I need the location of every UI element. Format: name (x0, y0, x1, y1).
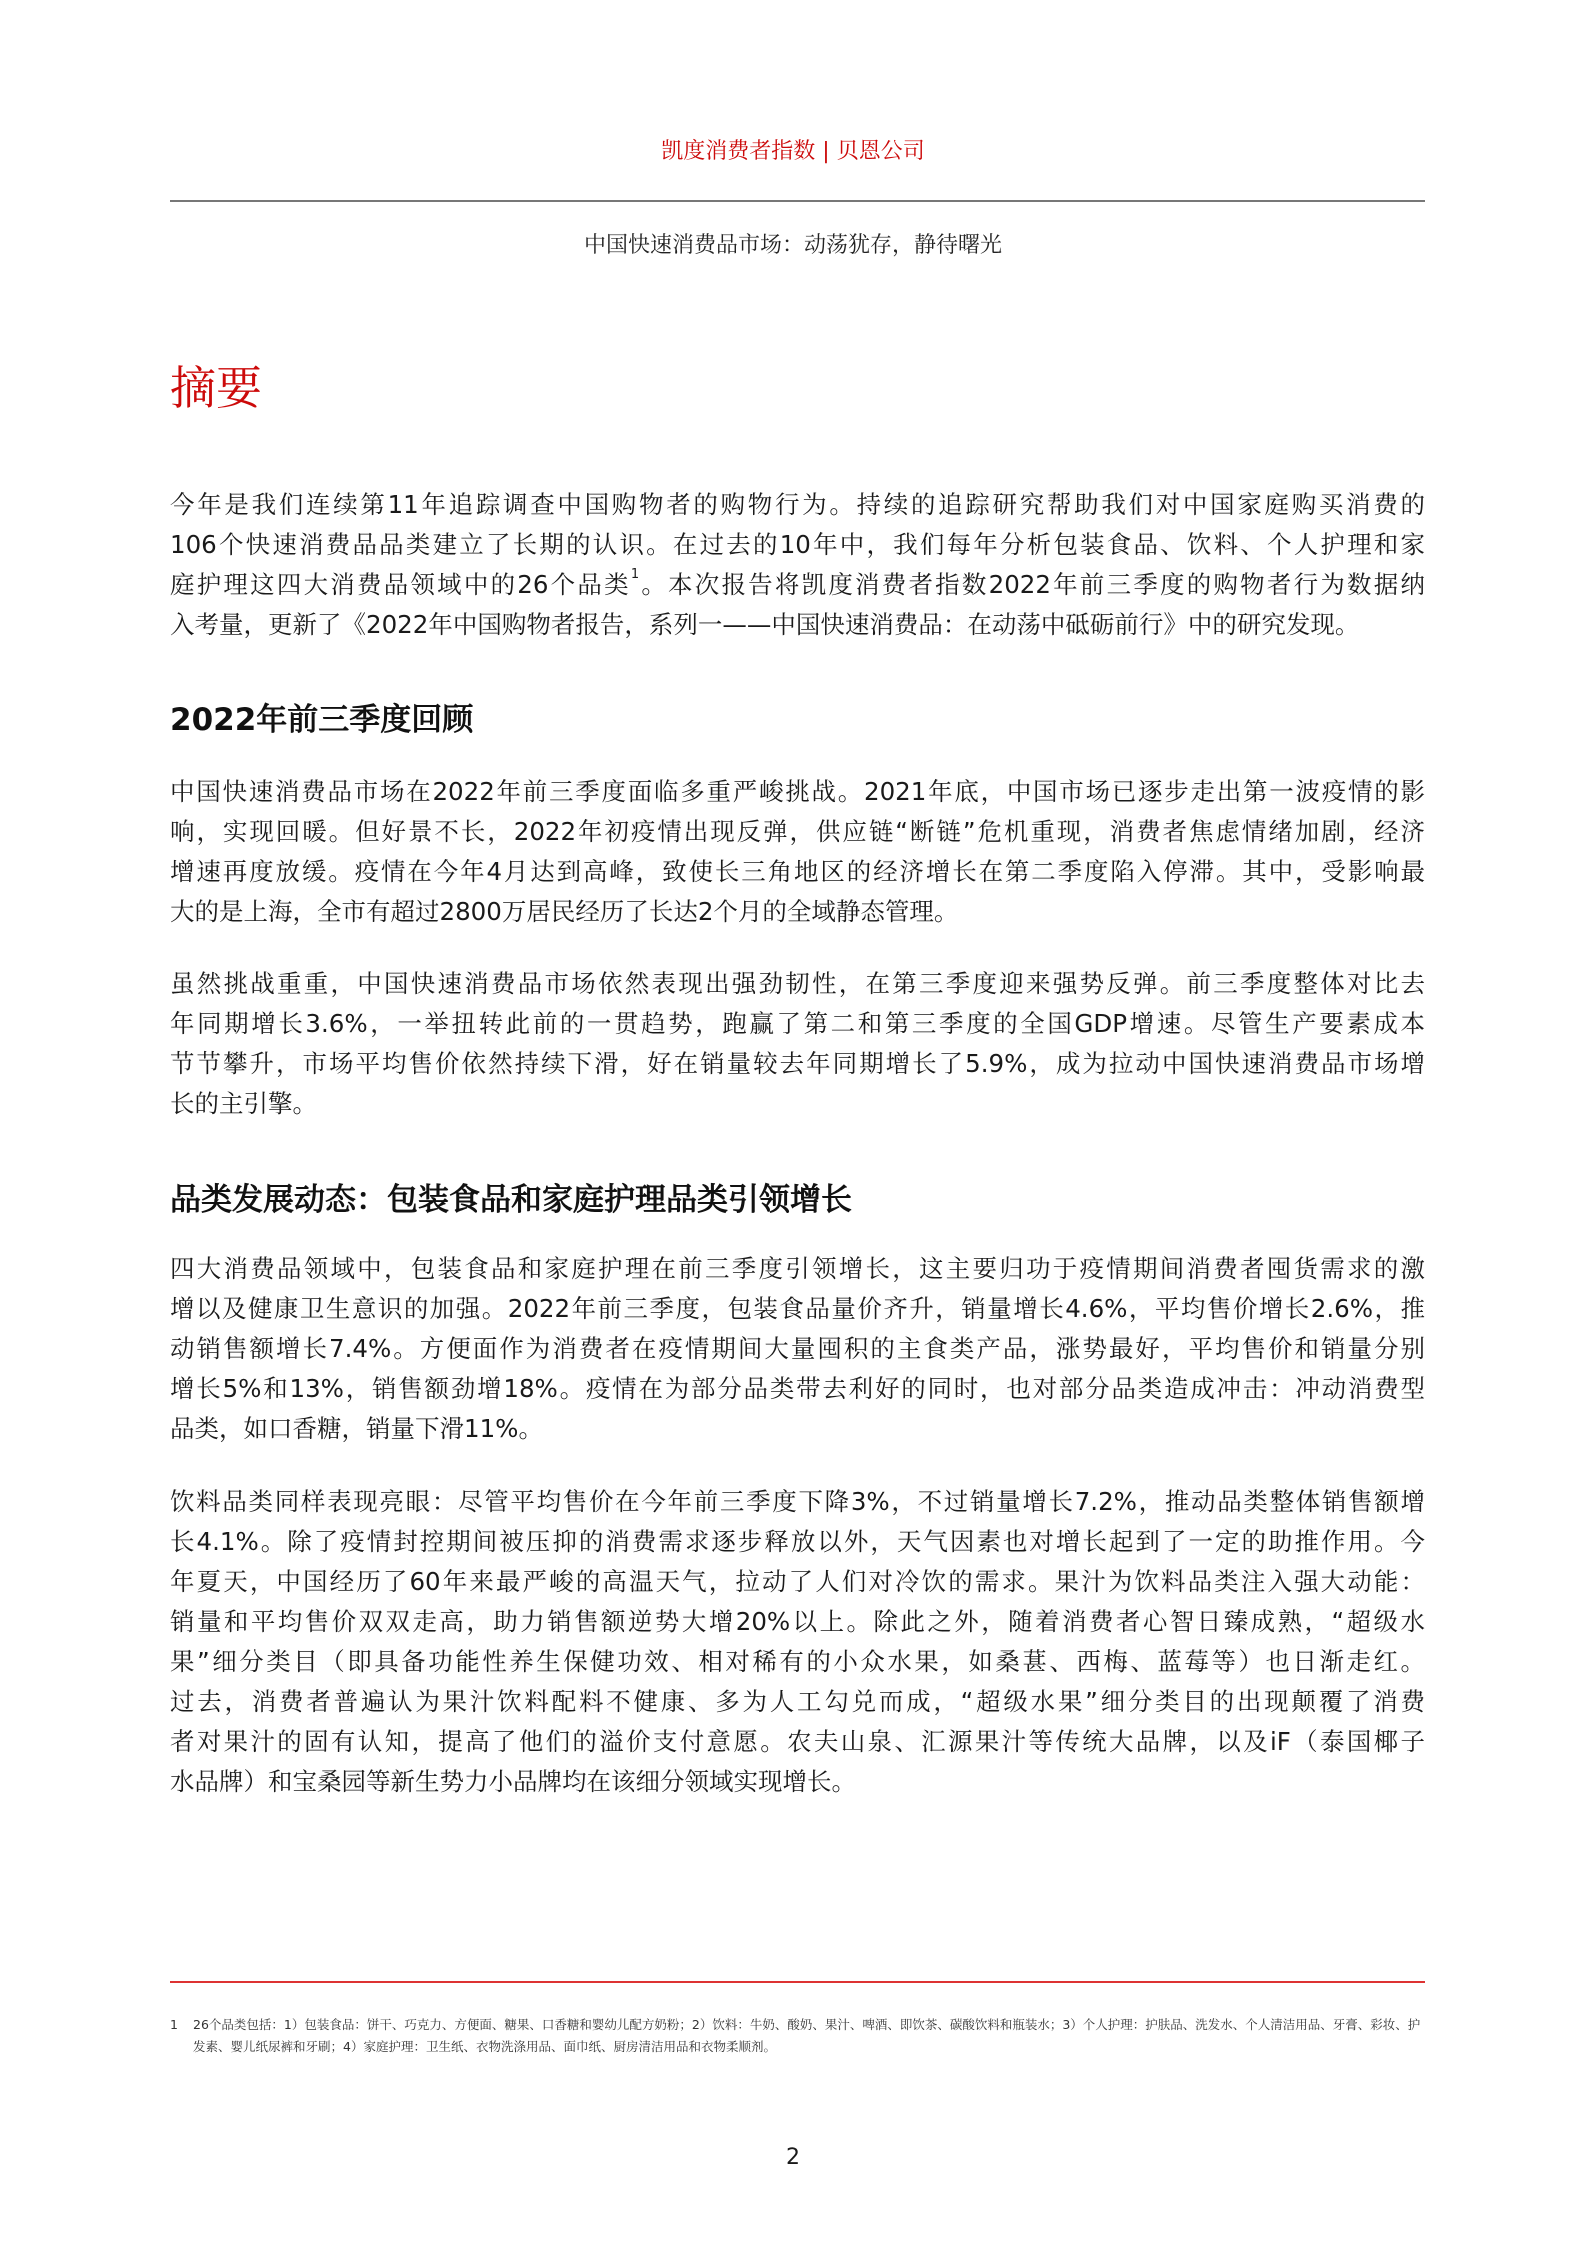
text-line: 果”细分类目（即具备功能性养生保健功效、相对稀有的小众水果，如桑葚、西梅、蓝莓等）也日渐走红。 (170, 1647, 1425, 1676)
text-line (170, 565, 1425, 605)
text-line: 者对果汁的固有认知，提高了他们的溢价支付意愿。农夫山泉、汇源果汁等传统大品牌，以及iF（泰国椰子 (170, 1727, 1425, 1756)
header-divider (170, 200, 1425, 202)
text-line: 长的主引擎。 (170, 1089, 317, 1118)
text-line: 虽然挑战重重，中国快速消费品市场依然表现出强劲韧性，在第三季度迎来强势反弹。前三季度整体对比去 (170, 969, 1425, 998)
running-header: 凯度消费者指数 | 贝恩公司 (661, 139, 925, 164)
footnote-number: 1 (170, 2017, 178, 2032)
text-line: 饮料品类同样表现亮眼：尽管平均售价在今年前三季度下降3%，不过销量增长7.2%，推动品类整体销售额增 (170, 1487, 1425, 1516)
footnote (170, 2014, 1425, 2058)
text-line: 增速再度放缓。疫情在今年4月达到高峰，致使长三角地区的经济增长在第二季度陷入停滞。其中，受影响最 (170, 857, 1425, 886)
text-line: 入考量，更新了《2022年中国购物者报告，系列一——中国快速消费品：在动荡中砥砺前行》中的研究发现。 (170, 610, 1360, 639)
text-line: 增以及健康卫生意识的加强。2022年前三季度，包装食品量价齐升，销量增长4.6%，平均售价增长2.6%，推 (170, 1294, 1425, 1323)
text-line: 节节攀升，市场平均售价依然持续下滑，好在销量较去年同期增长了5.9%，成为拉动中国快速消费品市场增 (170, 1049, 1425, 1078)
text-line: 品类，如口香糖，销量下滑11%。 (170, 1414, 543, 1443)
paragraph (170, 964, 1425, 1124)
text-line: 水品牌）和宝桑园等新生势力小品牌均在该细分领域实现增长。 (170, 1767, 856, 1796)
paragraph (170, 1249, 1425, 1449)
report-subtitle: 中国快速消费品市场：动荡犹存，静待曙光 (583, 233, 1002, 258)
text-line: 过去，消费者普遍认为果汁饮料配料不健康、多为人工勾兑而成，“超级水果”细分类目的出现颠覆了消费 (170, 1687, 1425, 1716)
text-line: 增长5%和13%，销售额劲增18%。疫情在为部分品类带去利好的同时，也对部分品类造成冲击：冲动消费型 (170, 1374, 1425, 1403)
text-line: 年同期增长3.6%，一举扭转此前的一贯趋势，跑赢了第二和第三季度的全国GDP增速。尽管生产要素成本 (170, 1009, 1425, 1038)
section-heading: 2022年前三季度回顾 (170, 702, 474, 738)
text-line: 响，实现回暖。但好景不长，2022年初疫情出现反弹，供应链“断链”危机重现，消费者焦虑情绪加剧，经济 (170, 817, 1425, 846)
text-line: 106个快速消费品品类建立了长期的认识。在过去的10年中，我们每年分析包装食品、饮料、个人护理和家 (170, 530, 1425, 559)
text-segment: 。本次报告将凯度消费者指数2022年前三季度的购物者行为数据纳 (639, 570, 1425, 599)
text-line: 动销售额增长7.4%。方便面作为消费者在疫情期间大量囤积的主食类产品，涨势最好，平均售价和销量分别 (170, 1334, 1425, 1363)
text-line: 四大消费品领域中，包装食品和家庭护理在前三季度引领增长，这主要归功于疫情期间消费者囤货需求的激 (170, 1254, 1425, 1283)
footnote-ref[interactable]: 1 (630, 567, 640, 582)
text-line: 销量和平均售价双双走高，助力销售额逆势大增20%以上。除此之外，随着消费者心智日臻成熟，“超级水 (170, 1607, 1425, 1636)
paragraph (170, 772, 1425, 932)
intro-paragraph (170, 485, 1425, 645)
section-title: 摘要 (170, 361, 262, 415)
text-line: 今年是我们连续第11年追踪调查中国购物者的购物行为。持续的追踪研究帮助我们对中国家庭购买消费的 (170, 490, 1425, 519)
text-line: 中国快速消费品市场在2022年前三季度面临多重严峻挑战。2021年底，中国市场已逐步走出第一波疫情的影 (170, 777, 1425, 806)
text-line: 大的是上海，全市有超过2800万居民经历了长达2个月的全域静态管理。 (170, 897, 959, 926)
text-line: 年夏天，中国经历了60年来最严峻的高温天气，拉动了人们对冷饮的需求。果汁为饮料品类注入强大动能： (170, 1567, 1425, 1596)
text-line: 长4.1%。除了疫情封控期间被压抑的消费需求逐步释放以外，天气因素也对增长起到了一定的助推作用。今 (170, 1527, 1425, 1556)
paragraph (170, 1482, 1425, 1802)
text-segment: 庭护理这四大消费品领域中的26个品类 (170, 570, 631, 599)
section-heading: 品类发展动态：包装食品和家庭护理品类引领增长 (170, 1182, 852, 1218)
footnote-text: 26个品类包括：1）包装食品：饼干、巧克力、方便面、糖果、口香糖和婴幼儿配方奶粉；2）饮料：牛奶、酸奶、果汁、啤酒、即饮茶、碳酸饮料和瓶装水；3）个人护理：护肤品、洗发水、个人清洁用品、牙膏、彩妆、护发素、婴儿纸尿裤和牙刷；4）家庭护理：卫生纸、衣物洗涤用品、面巾纸、厨房清洁用品和衣物柔顺剂。 (193, 2017, 1421, 2054)
footnote-divider (170, 1981, 1425, 1983)
page-number: 2 (786, 2145, 800, 2170)
